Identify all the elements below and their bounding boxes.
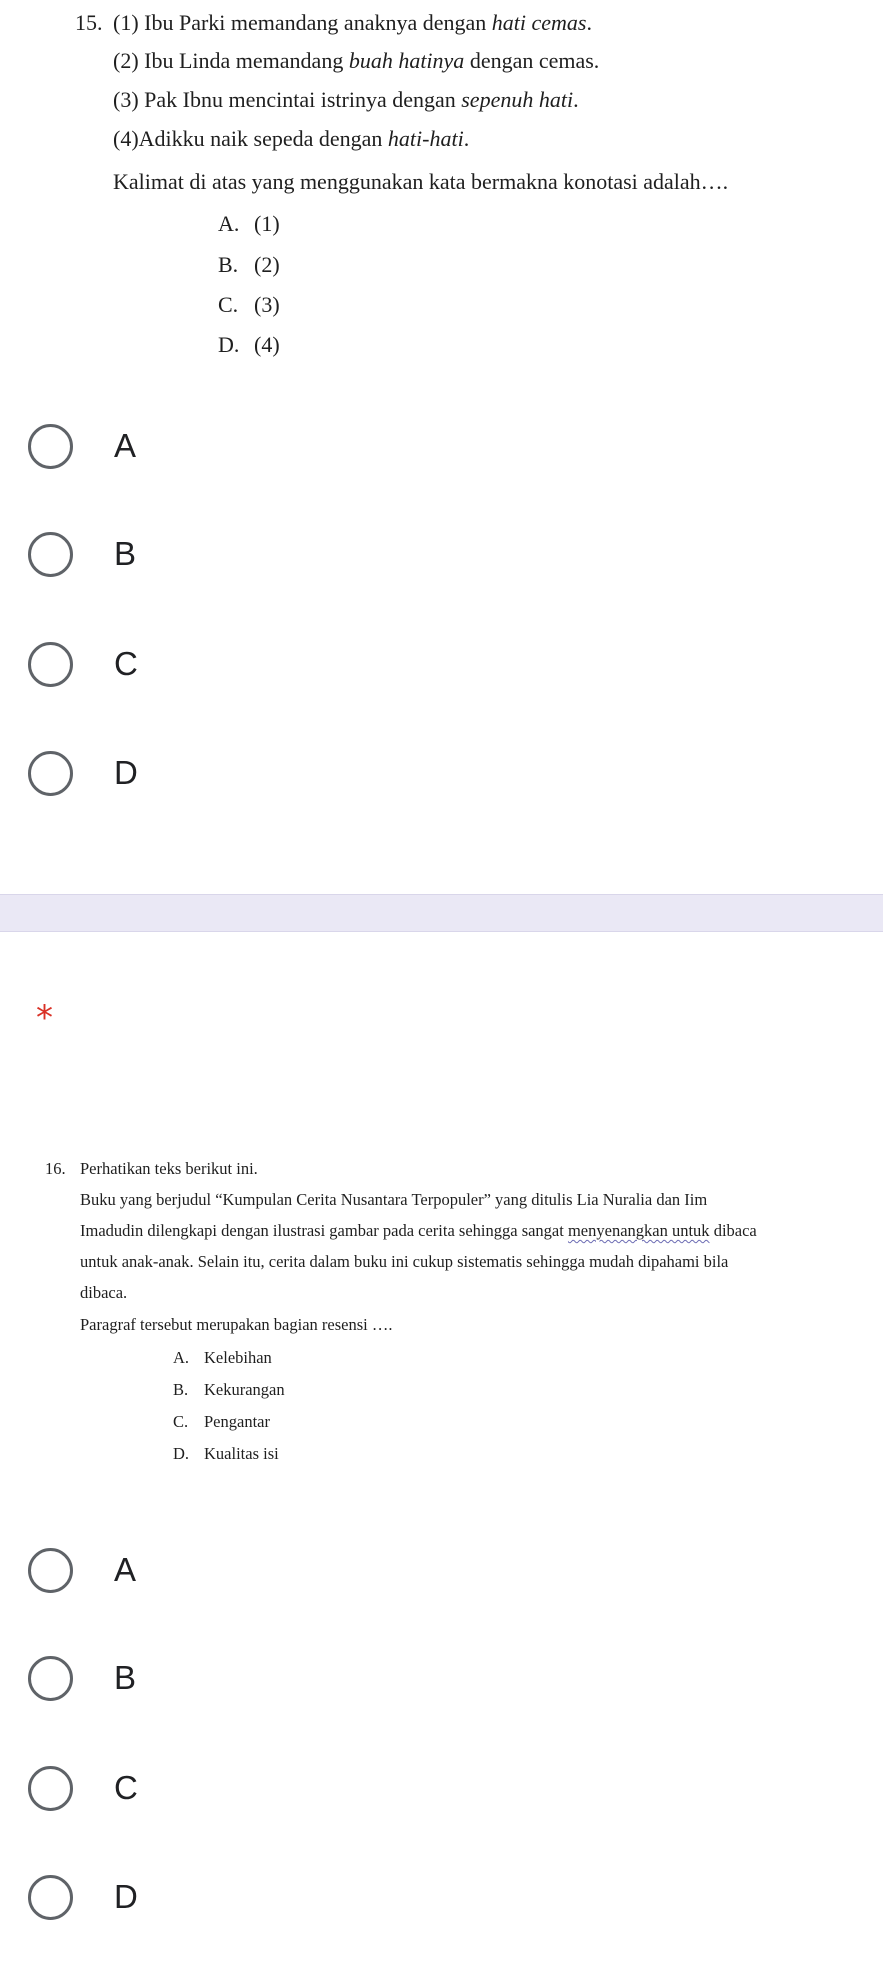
radio-button[interactable]	[28, 1548, 73, 1593]
q15-choice-c[interactable]	[28, 636, 628, 692]
choice-label: D	[114, 1878, 138, 1915]
option-c: C. (3)	[218, 292, 280, 317]
q16-choice-b[interactable]	[28, 1650, 628, 1706]
section-divider	[0, 894, 883, 932]
choice-label: C	[114, 1769, 138, 1806]
required-asterisk: *	[36, 998, 53, 1038]
radio-button[interactable]	[28, 532, 73, 577]
statement-2: (2) Ibu Linda memandang buah hatinya dengan cemas.	[113, 48, 600, 73]
question-prompt: Kalimat di atas yang menggunakan kata bermakna konotasi adalah….	[113, 169, 729, 194]
statement-3: (3) Pak Ibnu mencintai istrinya dengan sepenuh hati.	[113, 87, 579, 112]
option-d: D. (4)	[218, 332, 280, 357]
choice-label: C	[114, 645, 138, 682]
option-b: B. Kekurangan	[173, 1380, 285, 1399]
question-number: 16.	[45, 1159, 66, 1178]
q16-choice-c[interactable]	[28, 1760, 628, 1816]
option-b: B. (2)	[218, 252, 280, 277]
q16-choice-a[interactable]	[28, 1542, 628, 1598]
q16-choice-d[interactable]	[28, 1869, 628, 1925]
radio-button[interactable]	[28, 1766, 73, 1811]
option-c: C. Pengantar	[173, 1412, 270, 1431]
option-a: A. Kelebihan	[173, 1348, 272, 1367]
option-a: A. (1)	[218, 211, 280, 236]
spelling-underline: menyenangkan untuk	[567, 1221, 710, 1240]
option-d: D. Kualitas isi	[173, 1444, 279, 1463]
question-prompt: Paragraf tersebut merupakan bagian resensi ….	[80, 1315, 393, 1334]
radio-button[interactable]	[28, 642, 73, 687]
q15-choice-b[interactable]	[28, 526, 628, 582]
radio-button[interactable]	[28, 424, 73, 469]
choice-label: B	[114, 1659, 137, 1696]
paragraph-line-3: untuk anak-anak. Selain itu, cerita dalam buku ini cukup sistematis sehingga mudah dipahami bila	[80, 1252, 729, 1271]
choice-label: A	[114, 427, 137, 464]
radio-button[interactable]	[28, 1656, 73, 1701]
statement-4: (4)Adikku naik sepeda dengan hati-hati.	[113, 126, 470, 151]
paragraph-line-4: dibaca.	[80, 1283, 128, 1302]
radio-button[interactable]	[28, 751, 73, 796]
question-intro: Perhatikan teks berikut ini.	[80, 1159, 258, 1178]
q15-choice-d[interactable]	[28, 745, 628, 801]
paragraph-line-2: Imadudin dilengkapi dengan ilustrasi gambar pada cerita sehingga sangat menyenangkan untuk dibaca	[80, 1221, 757, 1240]
statement-1: (1) Ibu Parki memandang anaknya dengan hati cemas.	[113, 10, 592, 35]
radio-button[interactable]	[28, 1875, 73, 1920]
choice-label: A	[114, 1551, 137, 1588]
choice-label: B	[114, 535, 137, 572]
choice-label: D	[114, 754, 138, 791]
paragraph-line-1: Buku yang berjudul “Kumpulan Cerita Nusantara Terpopuler” yang ditulis Lia Nuralia dan Iim	[80, 1190, 708, 1209]
q15-choice-a[interactable]	[28, 418, 628, 474]
question-number: 15.	[75, 10, 103, 35]
